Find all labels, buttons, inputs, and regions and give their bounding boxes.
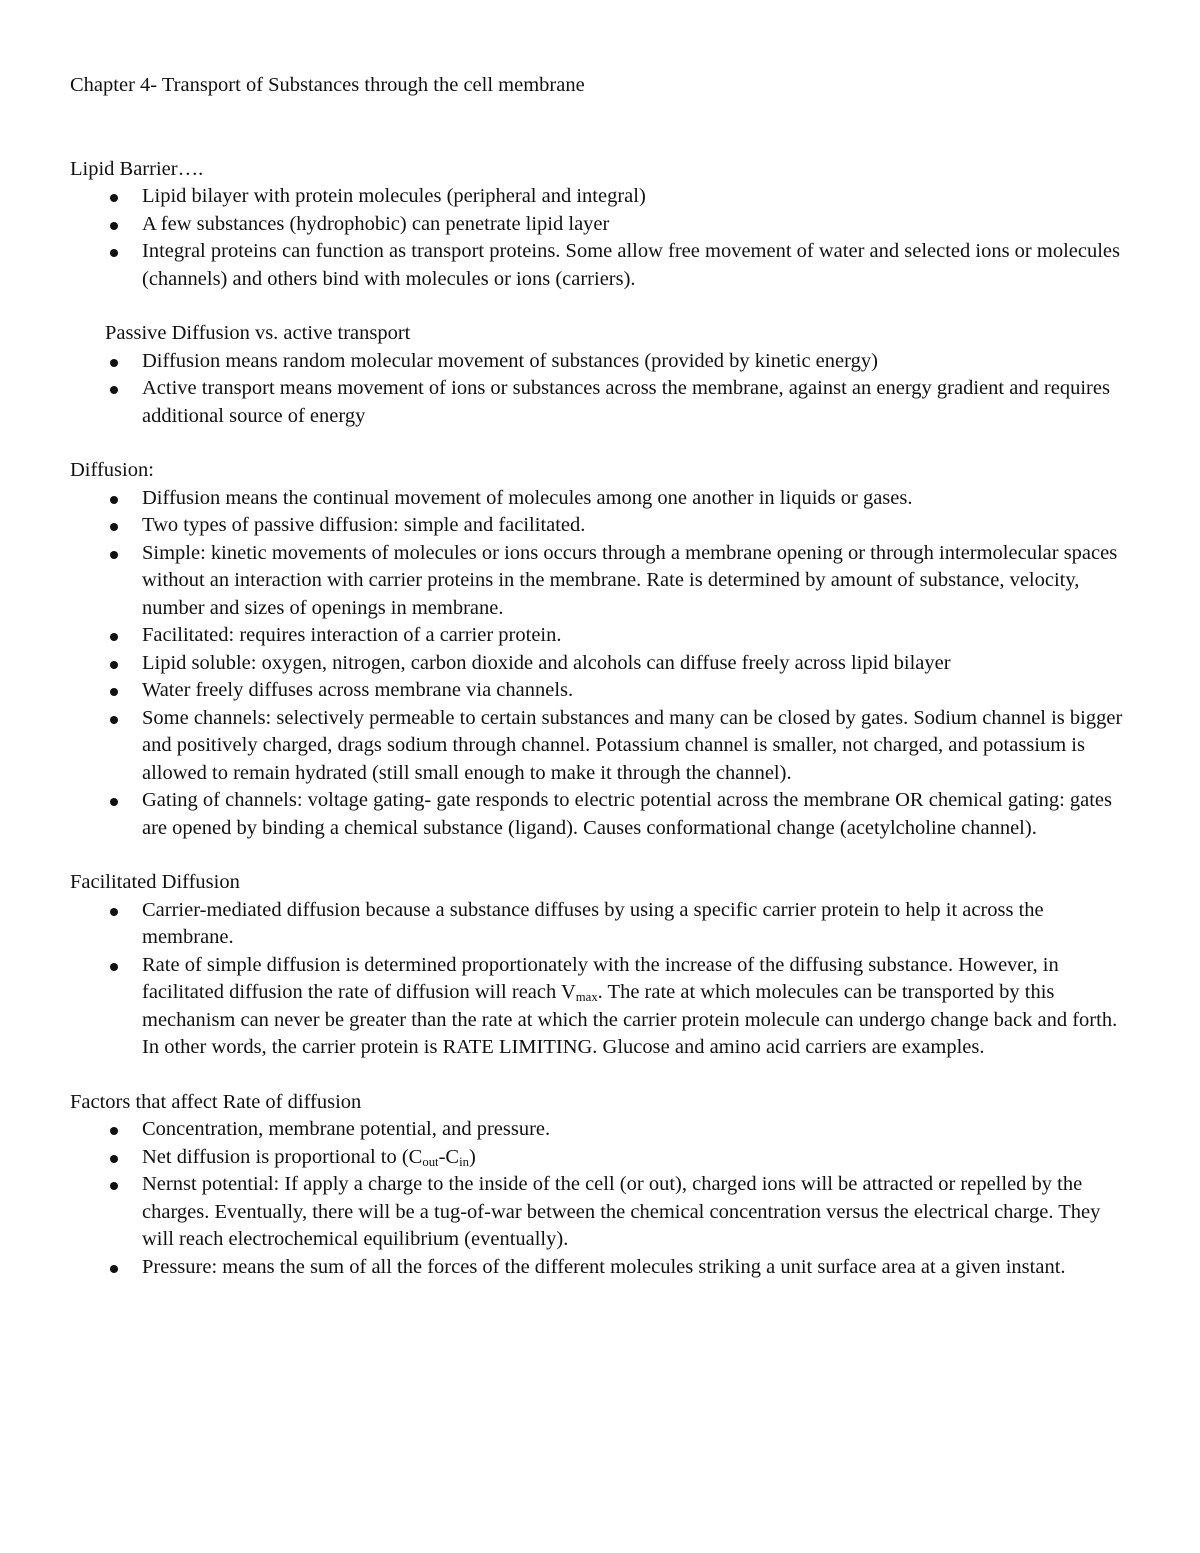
section-facilitated-diffusion: [70, 869, 1130, 1062]
list-item: [70, 622, 1130, 650]
bullet-icon: [110, 523, 118, 531]
list-item-text: Gating of channels: voltage gating- gate responds to electric potential across the membrane OR chemical gating: gates are opened by binding a chemical substance (ligand). Causes conformational change (acetylcholine channel).: [142, 789, 1113, 839]
bullet-list: [70, 1116, 1130, 1281]
list-item: [70, 705, 1130, 788]
bullet-icon: [110, 1155, 118, 1163]
list-item: [70, 1171, 1130, 1254]
list-item: [70, 677, 1130, 705]
bullet-list: [70, 897, 1130, 1062]
bullet-icon: [110, 496, 118, 504]
list-item: [70, 540, 1130, 623]
list-item-text-continued: -C: [438, 1145, 460, 1168]
list-item-text: Net diffusion is proportional to (C: [142, 1145, 423, 1168]
list-item: [70, 485, 1130, 513]
list-item: [70, 348, 1130, 376]
list-item-text: Lipid bilayer with protein molecules (peripheral and integral): [142, 185, 646, 207]
vmax-subscript: max: [575, 990, 598, 1005]
list-item: [70, 1116, 1130, 1144]
section-heading: Diffusion:: [70, 459, 154, 481]
bullet-icon: [110, 359, 118, 367]
c-out-subscript: out: [422, 1154, 439, 1169]
bullet-icon: [110, 688, 118, 696]
list-item: [70, 650, 1130, 678]
bullet-icon: [110, 963, 118, 971]
list-item-text-continued: . The rate at which molecules can be transported by this mechanism can never be greater than the rate at which the carrier protein molecule can undergo change back and forth. In other words, the carrier protein is RATE LIMITING. Glucose and amino acid carriers are examples.: [142, 981, 1118, 1058]
list-item: [70, 1144, 1130, 1172]
list-item-text: A few substances (hydrophobic) can penetrate lipid layer: [142, 212, 610, 235]
list-item: [70, 183, 1130, 211]
list-item-text: Concentration, membrane potential, and pressure.: [142, 1118, 551, 1140]
bullet-icon: [110, 1265, 118, 1273]
list-item-text: Rate of simple diffusion is determined proportionately with the increase of the diffusing substance. However, in facilitated diffusion the rate of diffusion will reach V: [142, 953, 1059, 1003]
list-item-text: Water freely diffuses across membrane via channels.: [142, 679, 574, 701]
section-heading: Lipid Barrier….: [70, 157, 204, 180]
list-item-text: Facilitated: requires interaction of a carrier protein.: [142, 624, 562, 646]
list-item-text: Lipid soluble: oxygen, nitrogen, carbon dioxide and alcohols can diffuse freely across lipid bilayer: [142, 651, 951, 674]
list-item-text: Pressure: means the sum of all the forces of the different molecules striking a unit surface area at a given instant.: [142, 1255, 1066, 1278]
list-item-text: Integral proteins can function as transport proteins. Some allow free movement of water and selected ions or molecules (channels) and others bind with molecules or ions (carriers).: [142, 240, 1120, 290]
list-item: [70, 375, 1130, 430]
bullet-list: [70, 485, 1130, 843]
bullet-icon: [110, 386, 118, 394]
bullet-icon: [110, 798, 118, 806]
bullet-icon: [110, 908, 118, 916]
bullet-icon: [110, 633, 118, 641]
list-item: [70, 211, 1130, 239]
list-item: [70, 1254, 1130, 1282]
list-item-text-end: ): [468, 1145, 476, 1168]
section-passive-vs-active: [70, 320, 1130, 430]
bullet-icon: [110, 249, 118, 257]
list-item-text: Simple: kinetic movements of molecules or ions occurs through a membrane opening or through intermolecular spaces without an interaction with carrier proteins in the membrane. Rate is determined by amount of substance, velocity, number and sizes of openings in membrane.: [142, 541, 1118, 619]
list-item-text: Two types of passive diffusion: simple and facilitated.: [142, 514, 586, 536]
bullet-icon: [110, 1127, 118, 1135]
list-item-text: Active transport means movement of ions or substances across the membrane, against an energy gradient and requires additional source of energy: [142, 377, 1110, 427]
bullet-icon: [110, 194, 118, 202]
section-rate-factors: [70, 1089, 1130, 1282]
bullet-icon: [110, 1182, 118, 1190]
list-item: [70, 787, 1130, 842]
bullet-icon: [110, 551, 118, 559]
list-item: [70, 512, 1130, 540]
c-in-subscript: in: [459, 1154, 469, 1169]
bullet-icon: [110, 661, 118, 669]
section-heading: Passive Diffusion vs. active transport: [105, 322, 411, 344]
section-lipid-barrier: [70, 156, 1130, 294]
bullet-list: [70, 183, 1130, 293]
list-item: [70, 897, 1130, 952]
list-item-text: Diffusion means random molecular movement of substances (provided by kinetic energy): [142, 349, 878, 372]
list-item-text: Some channels: selectively permeable to certain substances and many can be closed by gates. Sodium channel is bigger and positively charged, drags sodium through channel. Potassium channel is smaller, not charged, and potassium is allowed to remain hydrated (still small enough to make it through the channel).: [142, 706, 1123, 784]
document-title: Chapter 4- Transport of Substances through the cell membrane: [70, 74, 585, 96]
section-diffusion: [70, 457, 1130, 842]
list-item-text: Nernst potential: If apply a charge to the inside of the cell (or out), charged ions will be attracted or repelled by the charges. Eventually, there will be a tug-of-war between the chemical concentration versus the electrical charge. They will reach electrochemical equilibrium (eventually).: [142, 1173, 1101, 1250]
list-item: [70, 238, 1130, 293]
list-item: [70, 952, 1130, 1062]
section-heading: Facilitated Diffusion: [70, 871, 240, 893]
section-heading: Factors that affect Rate of diffusion: [70, 1090, 362, 1113]
bullet-list: [70, 348, 1130, 431]
list-item-text: Diffusion means the continual movement of molecules among one another in liquids or gases.: [142, 486, 913, 509]
bullet-icon: [110, 222, 118, 230]
list-item-text: Carrier-mediated diffusion because a substance diffuses by using a specific carrier protein to help it across the membrane.: [142, 898, 1044, 948]
bullet-icon: [110, 716, 118, 724]
